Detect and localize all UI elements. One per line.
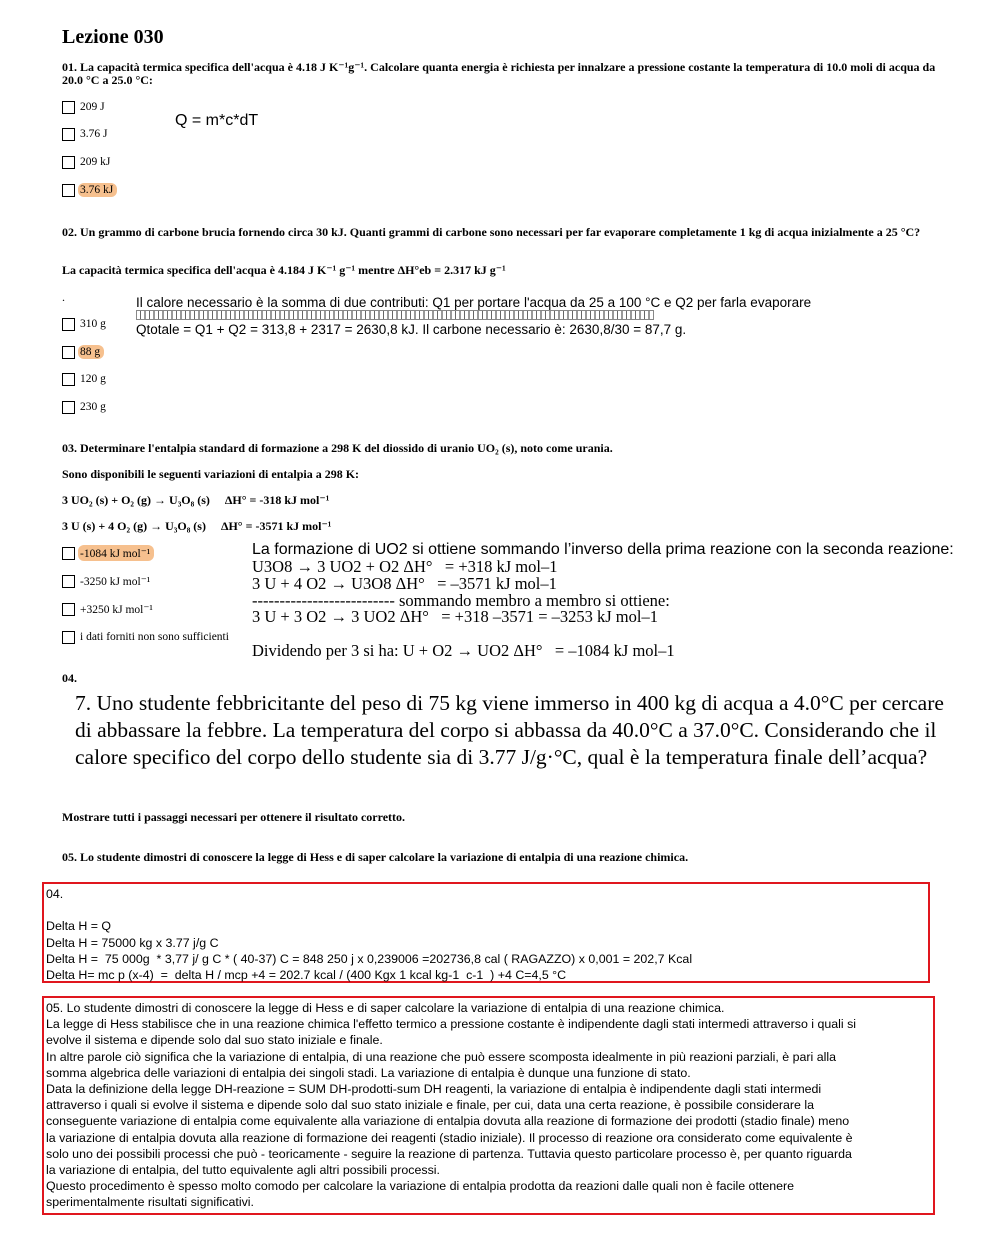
q3-option-a-selected[interactable]: -1084 kJ mol⁻¹ bbox=[62, 545, 154, 561]
answer-04-line: Delta H = Q bbox=[46, 919, 112, 934]
checkbox[interactable] bbox=[62, 128, 75, 141]
reaction-1: 3 UO₂ (s) + O₂ (g) → U₃O₈ (s) ΔH° = -318 kJ mol⁻¹ bbox=[62, 493, 330, 507]
answer-box-04[interactable] bbox=[42, 882, 930, 983]
q1-option-b[interactable]: 3.76 J bbox=[62, 126, 109, 142]
answer-05-line: In altre parole ciò significa che la variazione di entalpia, di una reazione che può essere scomposta idealmente in più reazioni parziali, è pari alla bbox=[46, 1049, 837, 1064]
answer-04-line: Delta H= mc p (x-4) = delta H / mcp +4 = 202.7 kcal / (400 Kgx 1 kcal kg-1 c-1 ) +4 C=4,5 °C bbox=[46, 968, 567, 982]
checkbox[interactable] bbox=[62, 156, 75, 169]
question-01-text: 01. La capacità termica specifica dell'acqua è 4.18 J K⁻¹g⁻¹. Calcolare quanta energia è richiesta per innalzare a pressione costante la temperatura di 10.0 moli di acqua da 20.0 °C a 25.0 °C: bbox=[62, 60, 936, 87]
answer-05-line: Questo procedimento è spesso molto comodo per calcolare la variazione di entalpia prodotta da reazioni dalle quali non è facile ottenere bbox=[46, 1179, 795, 1194]
answer-05-line: 05. Lo studente dimostri di conoscere la legge di Hess e di saper calcolare la variazione di entalpia di una reazione chimica. bbox=[46, 1001, 725, 1015]
q1-option-a[interactable]: 209 J bbox=[62, 99, 107, 115]
garbled-text-strip bbox=[136, 310, 654, 320]
question-03-data-intro: Sono disponibili le seguenti variazioni di entalpia a 298 K: bbox=[62, 467, 360, 481]
answer-04-line: 04. bbox=[46, 887, 64, 901]
answer-05-line: sperimentalmente risultati significativi. bbox=[46, 1195, 254, 1210]
q3-annotation-line-5: 3 U + 3 O2 → 3 UO2 ΔH° = +318 –3571 = –3253 kJ mol–1 bbox=[252, 607, 658, 626]
answer-05-line: conseguente variazione di entalpia come equivalente alla variazione di entalpia dovuta alla reazione di formazione dei prodotti (stadio finale) meno bbox=[46, 1114, 850, 1129]
q2-option-a[interactable]: 310 g bbox=[62, 316, 108, 332]
answer-05-line: Data la definizione della legge DH-reazione = SUM DH-prodotti-sum DH reagenti, la variazione di entalpia è indipendente dagli stati intermedi bbox=[46, 1082, 822, 1097]
q2-option-d[interactable]: 230 g bbox=[62, 399, 108, 415]
reaction-2: 3 U (s) + 4 O₂ (g) → U₃O₈ (s) ΔH° = -3571 kJ mol⁻¹ bbox=[62, 519, 332, 533]
q2-option-c[interactable]: 120 g bbox=[62, 371, 108, 387]
q3-annotation-line-3: 3 U + 4 O2 → U3O8 ΔH° = –3571 kJ mol–1 bbox=[252, 574, 557, 593]
answer-04-line: Delta H = 75000 kg x 3.77 j/g C bbox=[46, 935, 219, 950]
question-04-problem: 7. Uno studente febbricitante del peso di 75 kg viene immerso in 400 kg di acqua a 4.0°C per cercare di abbassare la febbre. La temperatura del corpo si abbassa da 40.0°C a 37.0°C. Considerando che il calore specifico del corpo dello studente sia di 3.77 J/g·°C, qual è la temperatura finale dell’acqua? bbox=[75, 691, 944, 769]
answer-05-line: somma algebrica delle variazioni di entalpia dei singoli stadi. La variazione di entalpia è dunque una funzione di stato. bbox=[46, 1065, 691, 1080]
question-04-label: 04. bbox=[62, 671, 77, 685]
answer-05-line: La legge di Hess stabilisce che in una reazione chimica l'effetto termico a pressione costante è indipendente dagli stati intermedi attraverso i quali si bbox=[46, 1017, 857, 1032]
q1-annotation: Q = m*c*dT bbox=[175, 112, 259, 129]
q2-dot: . bbox=[62, 290, 65, 304]
page-title: Lezione 030 bbox=[62, 26, 164, 48]
checkbox[interactable] bbox=[62, 346, 75, 359]
question-02-data: La capacità termica specifica dell'acqua è 4.184 J K⁻¹ g⁻¹ mentre ΔH°eb = 2.317 kJ g⁻¹ bbox=[62, 263, 506, 277]
checkbox[interactable] bbox=[62, 575, 75, 588]
checkbox[interactable] bbox=[62, 101, 75, 114]
q2-annotation-line-2: Qtotale = Q1 + Q2 = 313,8 + 2317 = 2630,8 kJ. Il carbone necessario è: 2630,8/30 = 87,7 g. bbox=[136, 322, 687, 337]
answer-04-line: Delta H = 75 000g * 3,77 j/ g C * ( 40-37) C = 848 250 j x 0,239006 =202736,8 cal ( RAGAZZO) x 0,001 = 202,7 Kcal bbox=[46, 951, 693, 966]
q2-option-b-selected[interactable]: 88 g bbox=[62, 344, 104, 360]
answer-05-line: solo uno dei possibili processi che può - teoricamente - seguire la reazione di partenza. Tuttavia questo particolare processo è, per quanto riguarda bbox=[46, 1146, 852, 1161]
answer-05-line: attraverso i quali si evolve il sistema e dipende solo dal suo stato iniziale e finale, per cui, data una certa reazione, è possibile considerare la bbox=[46, 1098, 814, 1113]
checkbox[interactable] bbox=[62, 631, 75, 644]
answer-05-line: la variazione di entalpia, del tutto equivalente agli altri possibili processi. bbox=[46, 1163, 440, 1178]
question-03-text: 03. Determinare l'entalpia standard di formazione a 298 K del diossido di uranio UO₂ (s), noto come urania. bbox=[62, 441, 613, 455]
q3-option-c[interactable]: +3250 kJ mol⁻¹ bbox=[62, 601, 155, 617]
question-05-text: 05. Lo studente dimostri di conoscere la legge di Hess e di saper calcolare la variazione di entalpia di una reazione chimica. bbox=[62, 850, 689, 864]
q3-annotation-line-1: La formazione di UO2 si ottiene sommando l’inverso della prima reazione con la seconda reazione: bbox=[252, 541, 954, 558]
question-02-text: 02. Un grammo di carbone brucia fornendo circa 30 kJ. Quanti grammi di carbone sono necessari per far evaporare completamente 1 kg di acqua inizialmente a 25 °C? bbox=[62, 225, 921, 239]
answer-04-blank-line bbox=[46, 902, 926, 918]
answer-box-05[interactable] bbox=[42, 996, 935, 1215]
checkbox[interactable] bbox=[62, 318, 75, 331]
q3-option-d[interactable]: i dati forniti non sono sufficienti bbox=[62, 629, 231, 645]
q3-annotation-line-2: U3O8 → 3 UO2 + O2 ΔH° = +318 kJ mol–1 bbox=[252, 557, 558, 576]
q3-annotation-line-4: -------------------------- sommando membro a membro si ottiene: bbox=[252, 591, 670, 610]
q1-option-c[interactable]: 209 kJ bbox=[62, 154, 112, 170]
answer-05-line: la variazione di entalpia dovuta alla reazione di formazione dei reagenti (stadio iniziale). Il processo di reazione ora considerato come equivalente è bbox=[46, 1130, 853, 1145]
q3-option-b[interactable]: -3250 kJ mol⁻¹ bbox=[62, 573, 152, 589]
checkbox[interactable] bbox=[62, 547, 75, 560]
checkbox[interactable] bbox=[62, 603, 75, 616]
q2-annotation-line-1: Il calore necessario è la somma di due contributi: Q1 per portare l'acqua da 25 a 100 °C e Q2 per farla evaporare bbox=[136, 295, 812, 310]
q1-option-d-selected[interactable]: 3.76 kJ bbox=[62, 182, 117, 198]
checkbox[interactable] bbox=[62, 373, 75, 386]
q3-annotation-line-6: Dividendo per 3 si ha: U + O2 → UO2 ΔH° = –1084 kJ mol–1 bbox=[252, 641, 675, 660]
answer-05-line: evolve il sistema e dipende solo dal suo stato iniziale e finale. bbox=[46, 1033, 383, 1048]
checkbox[interactable] bbox=[62, 401, 75, 414]
question-04-instruction: Mostrare tutti i passaggi necessari per ottenere il risultato corretto. bbox=[62, 810, 406, 824]
checkbox[interactable] bbox=[62, 184, 75, 197]
